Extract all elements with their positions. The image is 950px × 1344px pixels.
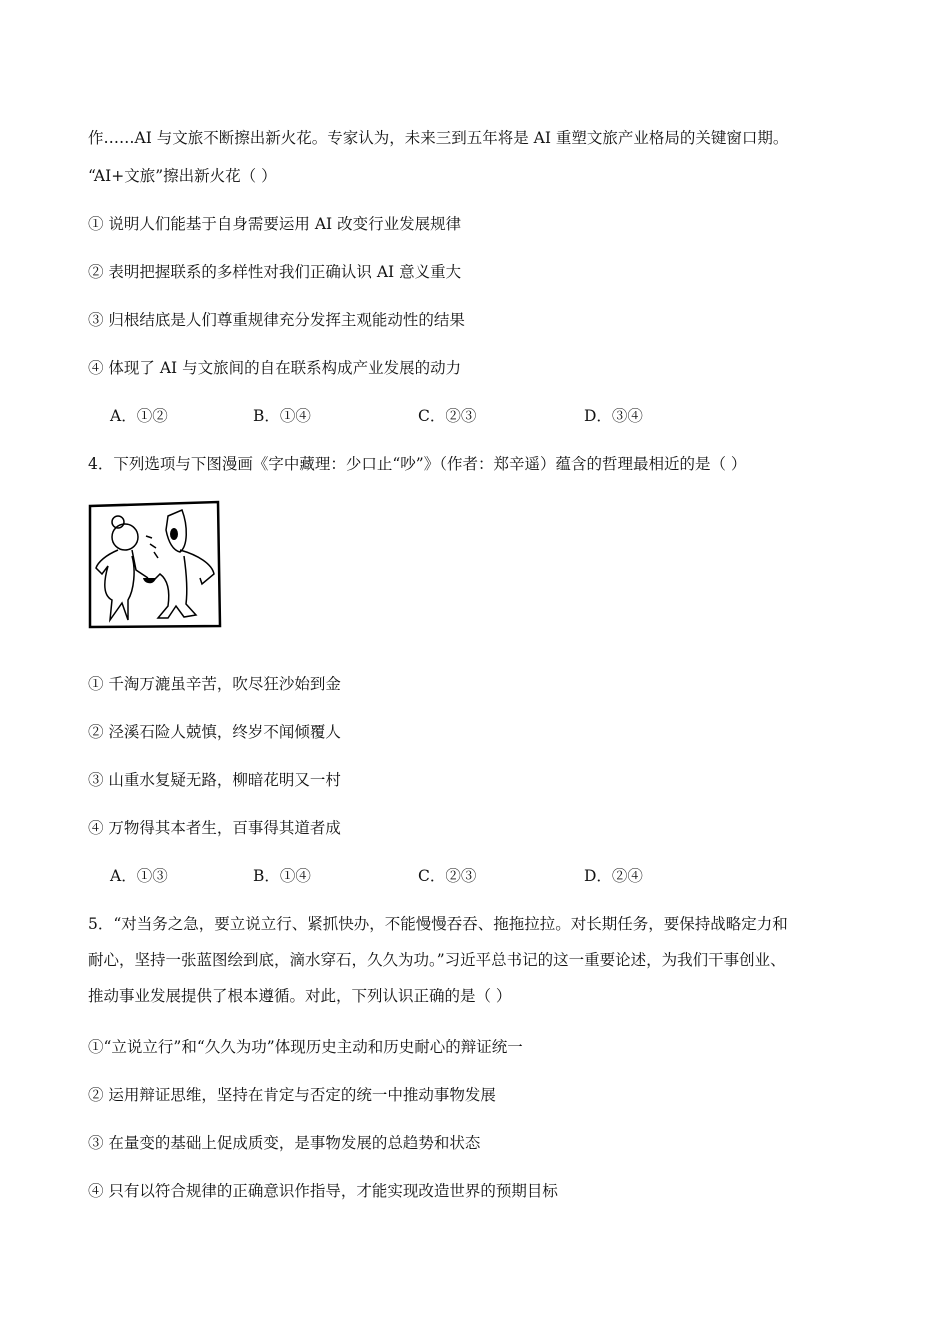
q5-statement-2: ② 运用辩证思维，坚持在肯定与否定的统一中推动事物发展	[88, 1086, 496, 1104]
comic-figure	[88, 500, 222, 630]
q3-option-d: D．③④	[584, 407, 643, 425]
q4-stem: 4．下列选项与下图漫画《字中藏理：少口止“吵”》（作者：郑辛遥）蕴含的哲理最相近的是（ ）	[88, 455, 747, 473]
q4-statement-3: ③ 山重水复疑无路，柳暗花明又一村	[88, 771, 341, 789]
q4-statement-2: ② 泾溪石险人兢慎，终岁不闻倾覆人	[88, 723, 341, 741]
q5-statement-4: ④ 只有以符合规律的正确意识作指导，才能实现改造世界的预期目标	[88, 1182, 558, 1200]
q3-option-c: C．②③	[418, 407, 477, 425]
q4-statement-4: ④ 万物得其本者生，百事得其道者成	[88, 819, 341, 837]
q5-stem-line-1: 5．“对当务之急，要立说立行、紧抓快办，不能慢慢吞吞、拖拖拉拉。对长期任务，要保持战略定力和	[88, 915, 788, 933]
q4-option-b: B．①④	[253, 867, 311, 885]
q4-statement-1: ① 千淘万漉虽辛苦，吹尽狂沙始到金	[88, 675, 341, 693]
q4-option-d: D．②④	[584, 867, 643, 885]
comic-illustration-icon	[88, 500, 222, 630]
intro-line-2: “AI+文旅”擦出新火花（ ）	[88, 167, 277, 185]
q4-option-a: A．①③	[110, 867, 168, 885]
q5-statement-3: ③ 在量变的基础上促成质变，是事物发展的总趋势和状态	[88, 1134, 481, 1152]
q3-option-a: A．①②	[110, 407, 168, 425]
q5-stem-line-3: 推动事业发展提供了根本遵循。对此，下列认识正确的是（ ）	[88, 987, 512, 1005]
q3-statement-1: ① 说明人们能基于自身需要运用 AI 改变行业发展规律	[88, 215, 462, 233]
q3-statement-2: ② 表明把握联系的多样性对我们正确认识 AI 意义重大	[88, 263, 462, 281]
intro-line-1: 作……AI 与文旅不断擦出新火花。专家认为，未来三到五年将是 AI 重塑文旅产业格局的关键窗口期。	[88, 129, 789, 147]
q3-statement-4: ④ 体现了 AI 与文旅间的自在联系构成产业发展的动力	[88, 359, 462, 377]
q3-option-b: B．①④	[253, 407, 311, 425]
q4-option-c: C．②③	[418, 867, 477, 885]
q5-statement-1: ①“立说立行”和“久久为功”体现历史主动和历史耐心的辩证统一	[88, 1038, 523, 1056]
q3-statement-3: ③ 归根结底是人们尊重规律充分发挥主观能动性的结果	[88, 311, 465, 329]
q5-stem-line-2: 耐心，坚持一张蓝图绘到底，滴水穿石，久久为功。”习近平总书记的这一重要论述，为我们干事创业、	[88, 951, 786, 969]
